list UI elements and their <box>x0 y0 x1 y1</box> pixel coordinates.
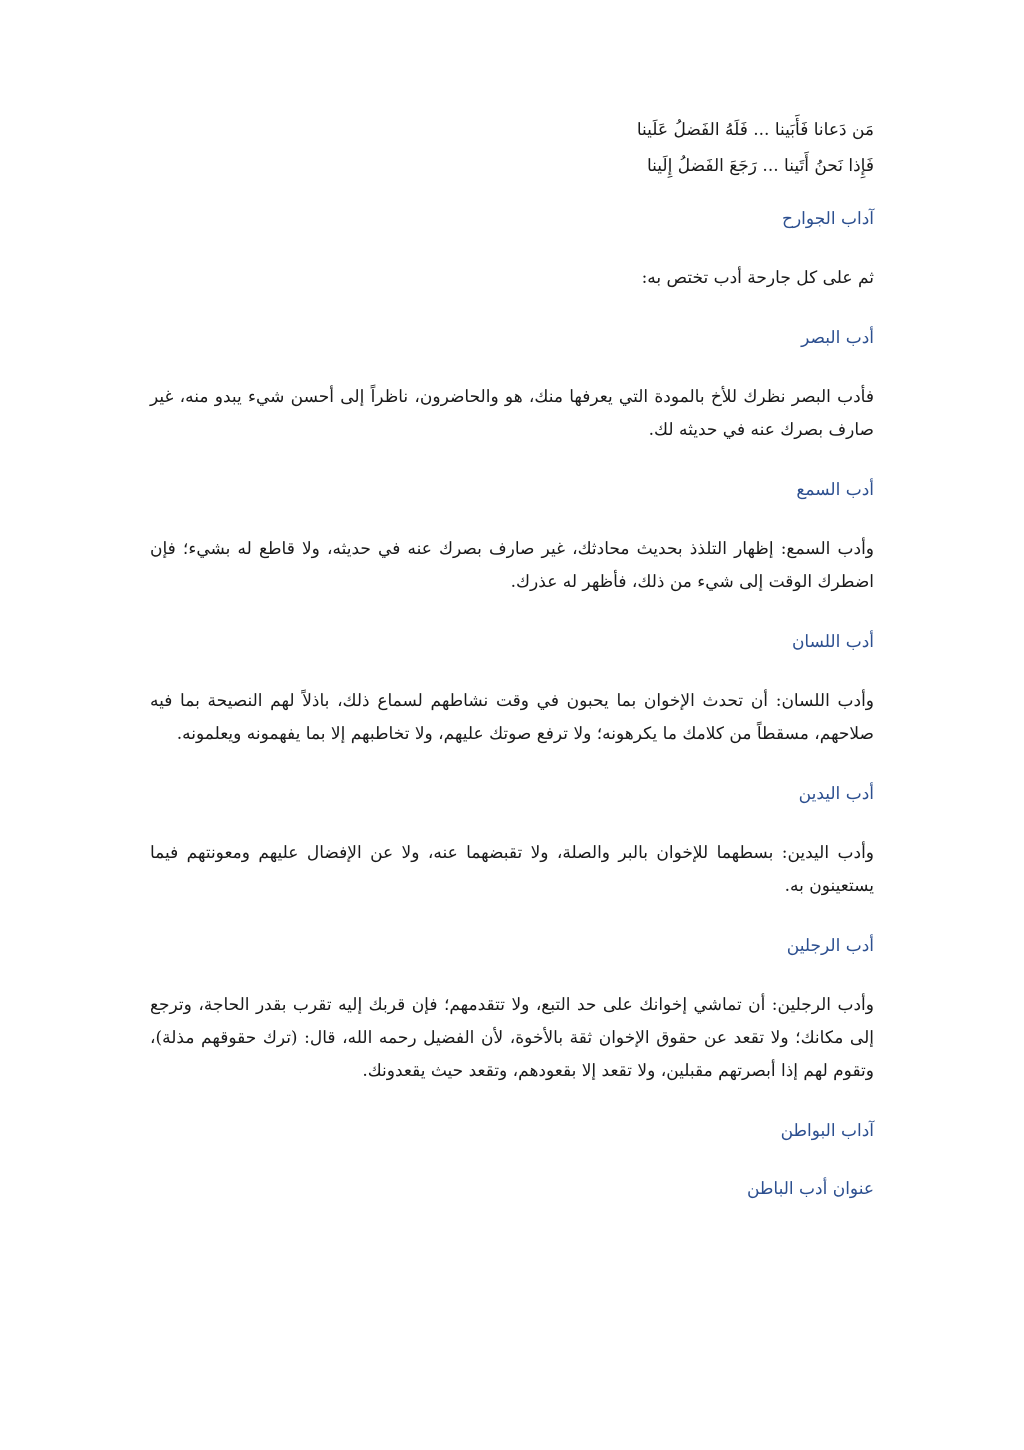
poem-line: فَإِذا نَحنُ أَتَينا ... رَجَعَ الفَضلُ إِلَينا <box>646 156 874 176</box>
section-text-yadayn: وأدب اليدين: بسطهما للإخوان بالبر والصلة، ولا تقبضهما عنه، ولا عن الإفضال عليهم ومعونتهم فيما يستعينون به. <box>150 843 874 896</box>
section-text-jawarih: ثم على كل جارحة أدب تختص به: <box>641 268 874 288</box>
poem <box>150 112 874 184</box>
section-heading-basar: أدب البصر <box>801 328 874 348</box>
section-heading-sam: أدب السمع <box>796 480 874 500</box>
section-heading-yadayn: أدب اليدين <box>798 784 874 804</box>
section-text-rijlayn: وأدب الرجلين: أن تماشي إخوانك على حد التبع، ولا تتقدمهم؛ فإن قربك إليه تقرب بقدر الحاجة، وترجع إلى مكانك؛ ولا تقعد عن حقوق الإخوان ثقة بالأخوة، لأن الفضيل رحمه الله، قال: (ترك حقوقهم مذلة)، وتقوم لهم إذا أبصرتهم مقبلين، ولا تقعد إلا بقعودهم، وتقعد حيث يقعدونك. <box>150 995 874 1081</box>
section-heading-lisan: أدب اللسان <box>791 632 874 652</box>
poem-line: مَن دَعانا فَأَبَينا ... فَلَهُ الفَضلُ عَلَينا <box>636 120 874 140</box>
section-heading-bawatin: آداب البواطن <box>780 1121 874 1141</box>
section-heading-batin: عنوان أدب الباطن <box>746 1179 874 1199</box>
section-text-lisan: وأدب اللسان: أن تحدث الإخوان بما يحبون في وقت نشاطهم لسماع ذلك، باذلاً لهم النصيحة بما فيه صلاحهم، مسقطاً من كلامك ما يكرهونه؛ ولا ترفع صوتك عليهم، ولا تخاطبهم إلا بما يفهمونه ويعلمونه. <box>150 691 874 744</box>
section-text-basar: فأدب البصر نظرك للأخ بالمودة التي يعرفها منك، هو والحاضرون، ناظراً إلى أحسن شيء يبدو منه، غير صارف بصرك عنه في حديثه لك. <box>150 387 874 440</box>
section-heading-jawarih: آداب الجوارح <box>782 209 874 229</box>
section-text-sam: وأدب السمع: إظهار التلذذ بحديث محادثك، غير صارف بصرك عنه في حديثه، ولا قاطع له بشيء؛ فإن اضطرك الوقت إلى شيء من ذلك، فأظهر له عذرك. <box>150 539 874 592</box>
section-heading-rijlayn: أدب الرجلين <box>786 936 874 956</box>
document-body <box>150 112 874 1204</box>
